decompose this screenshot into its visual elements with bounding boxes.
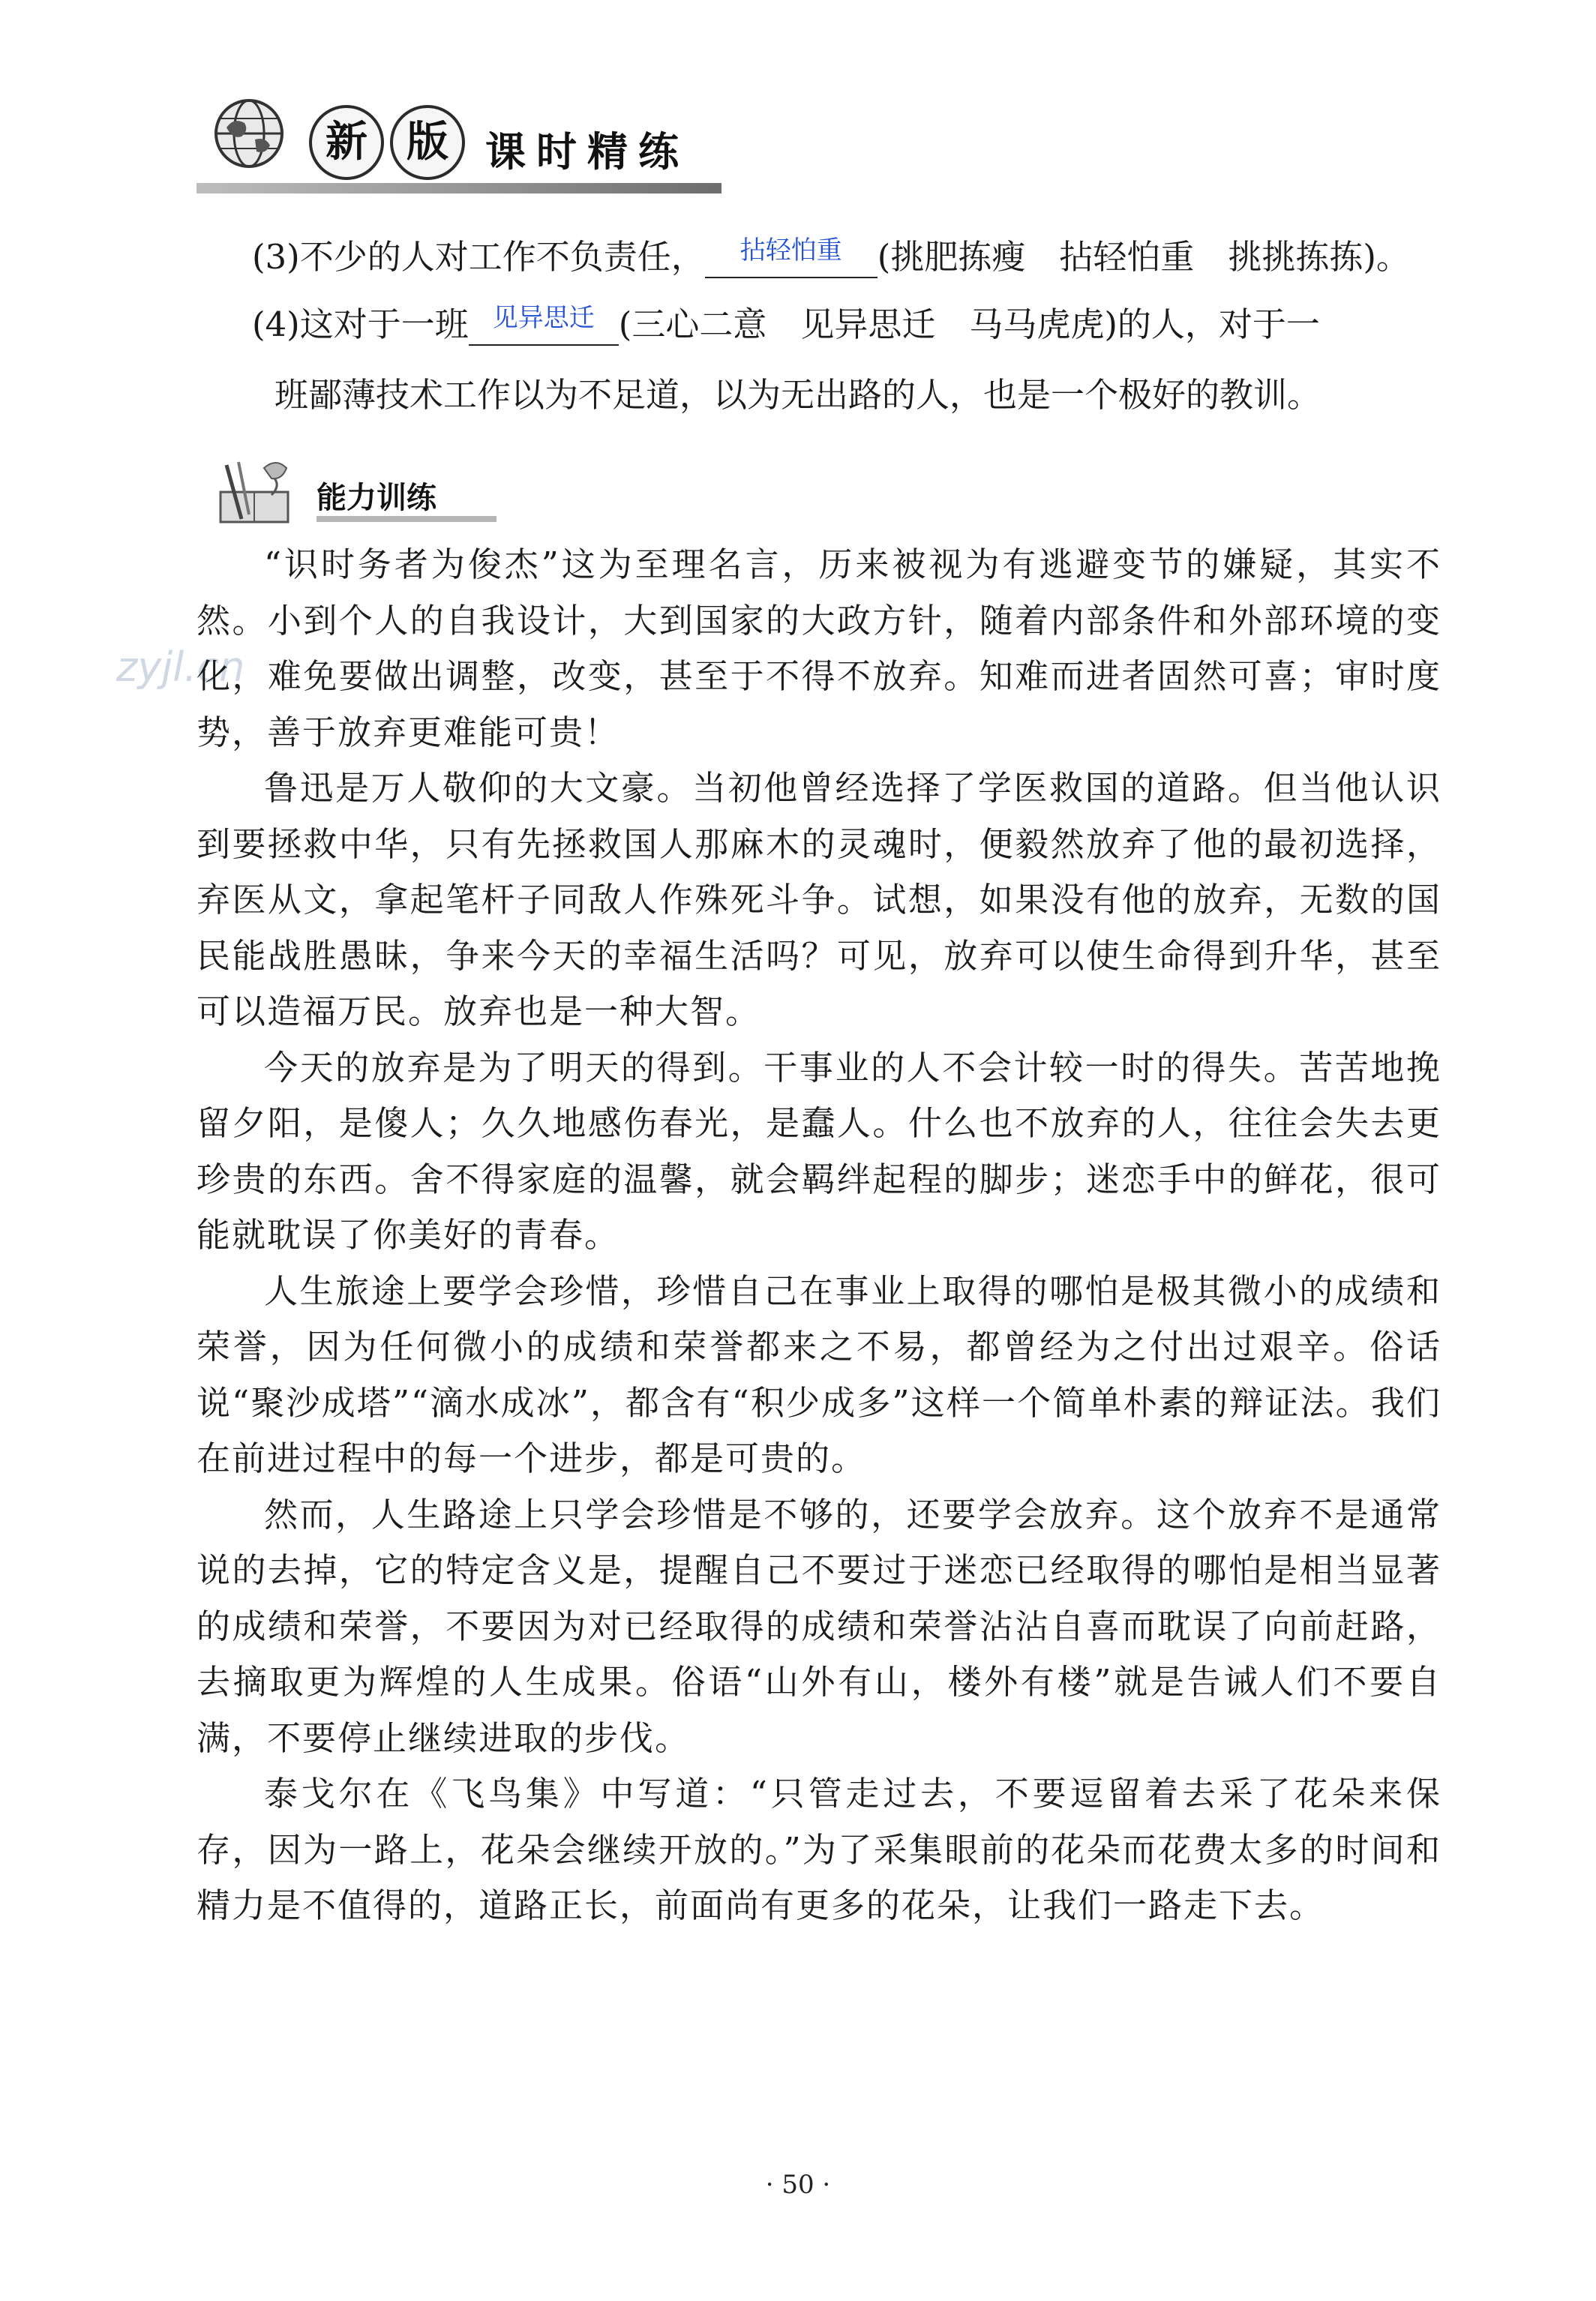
item-prefix: 这对于一班: [299, 304, 469, 344]
item-prefix: 不少的人对工作不负责任，: [299, 237, 705, 277]
item-number: (4): [252, 304, 300, 344]
watermark: zyjl.cn: [116, 644, 245, 691]
passage: [196, 537, 1442, 1934]
pencil-book-icon: [212, 454, 309, 530]
section-heading: [212, 454, 512, 537]
item-options: (挑肥拣瘦 拈轻怕重 挑挑拣拣)。: [877, 237, 1410, 277]
paragraph: “识时务者为俊杰”这为至理名言，历来被视为有逃避变节的嫌疑，其实不然。小到个人的自我设计，大到国家的大政方针，随着内部条件和外部环境的变化，难免要做出调整，改变，甚至于不得不放弃。知难而进者固然可喜；审时度势，善于放弃更难能可贵！: [196, 544, 1442, 752]
fill-item-3: [252, 230, 1410, 278]
section-underline: [316, 516, 496, 522]
page-number: · 50 ·: [765, 2170, 831, 2200]
header-divider: [196, 183, 722, 194]
page-header: [196, 90, 722, 202]
item-number: (3): [252, 237, 300, 277]
paragraph: 人生旅途上要学会珍惜，珍惜自己在事业上取得的哪怕是极其微小的成绩和荣誉，因为任何微小的成绩和荣誉都来之不易，都曾经为之付出过艰辛。俗话说“聚沙成塔”“滴水成冰”，都含有“积少成多”这样一个简单朴素的辩证法。我们在前进过程中的每一个进步，都是可贵的。: [196, 1270, 1442, 1478]
globe-icon: [212, 96, 286, 171]
paragraph: 今天的放弃是为了明天的得到。干事业的人不会计较一时的得失。苦苦地挽留夕阳，是傻人；久久地感伤春光，是蠢人。什么也不放弃的人，往往会失去更珍贵的东西。舍不得家庭的温馨，就会羁绊起程的脚步；迷恋手中的鲜花，很可能就耽误了你美好的青春。: [196, 1047, 1442, 1255]
paragraph: 鲁迅是万人敬仰的大文豪。当初他曾经选择了学医救国的道路。但当他认识到要拯救中华，只有先拯救国人那麻木的灵魂时，便毅然放弃了他的最初选择，弃医从文，拿起笔杆子同敌人作殊死斗争。试想，如果没有他的放弃，无数的国民能战胜愚昧，争来今天的幸福生活吗？可见，放弃可以使生命得到升华，甚至可以造福万民。放弃也是一种大智。: [196, 768, 1442, 1031]
handwritten-answer: 拈轻怕重: [740, 236, 842, 266]
section-title: 能力训练: [316, 481, 436, 515]
fill-item-4-continuation: 班鄙薄技术工作以为不足道，以为无出路的人，也是一个极好的教训。: [274, 375, 1322, 415]
handwritten-answer: 见异思迁: [492, 303, 595, 333]
header-title: 课时精练: [485, 128, 689, 176]
item-options: (三心二意 见异思迁 马马虎虎)的人，对于一: [618, 304, 1320, 344]
paragraph: 然而，人生路途上只学会珍惜是不够的，还要学会放弃。这个放弃不是通常说的去掉，它的特定含义是，提醒自己不要过于迷恋已经取得的哪怕是相当显著的成绩和荣誉，不要因为对已经取得的成绩和荣誉沾沾自喜而耽误了向前赶路，去摘取更为辉煌的人生成果。俗语“山外有山，楼外有楼”就是告诫人们不要自满，不要停止继续进取的步伐。: [196, 1494, 1442, 1758]
header-badge-edition: 版: [390, 105, 465, 180]
paragraph: 泰戈尔在《飞鸟集》中写道：“只管走过去，不要逗留着去采了花朵来保存，因为一路上，花朵会继续开放的。”为了采集眼前的花朵而花费太多的时间和精力是不值得的，道路正长，前面尚有更多的花朵，让我们一路走下去。: [196, 1774, 1442, 1925]
fill-item-4: [252, 297, 1320, 346]
answer-blank[interactable]: [469, 305, 619, 346]
header-badge-new: 新: [309, 105, 384, 180]
answer-blank[interactable]: [705, 238, 878, 278]
